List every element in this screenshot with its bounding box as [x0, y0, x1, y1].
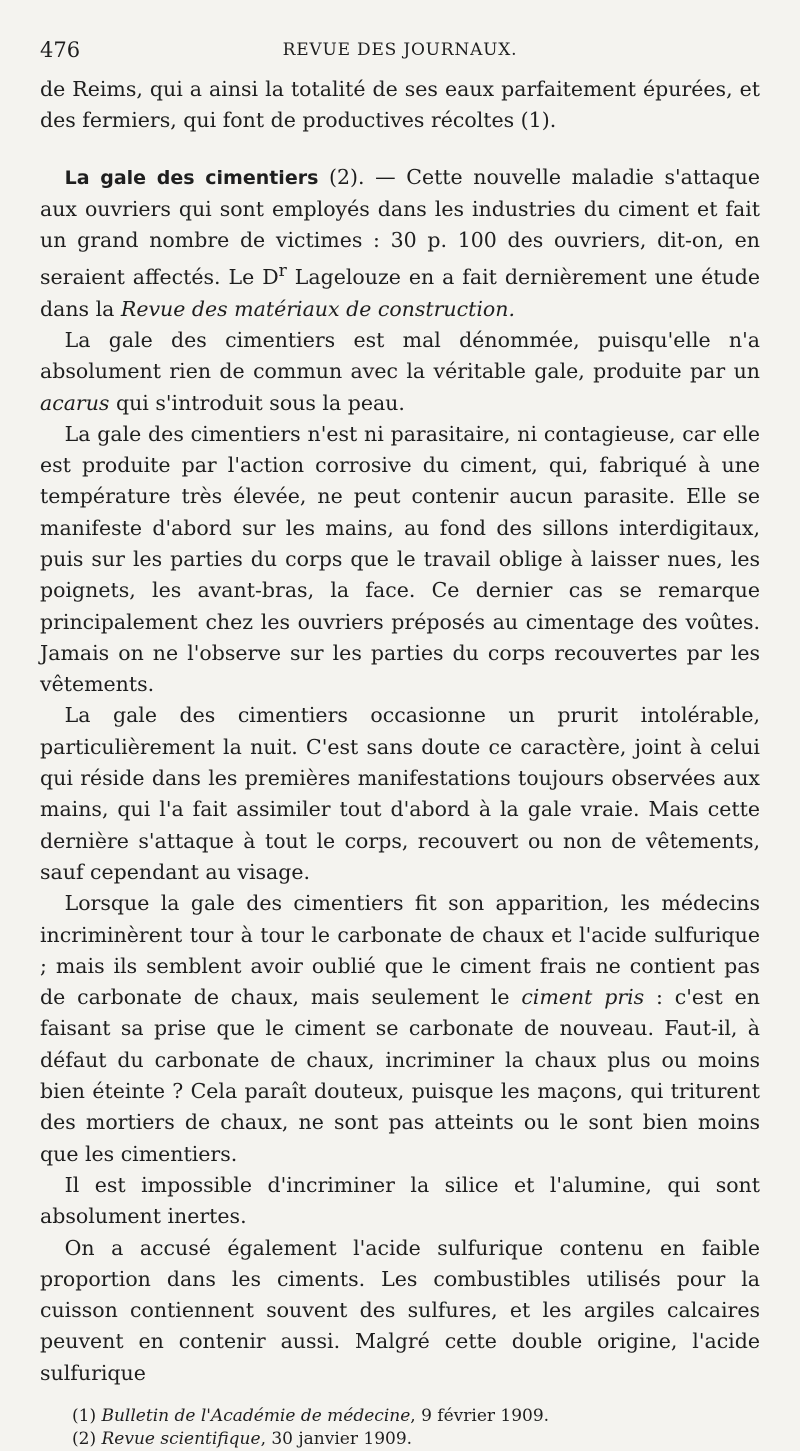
- paragraph-4: La gale des cimentiers occasionne un prurit intolérable, particulièrement la nuit. C'est sans doute ce caractère, joint à celui qui réside dans les premières manifestations toujours observées aux mains, qui l'a fait assimiler tout d'abord à la gale vraie. Mais cette dernière s'attaque à tout le corps, recouvert ou non de vêtements, sauf cependant au visage.: [40, 703, 760, 884]
- running-head: REVUE DES JOURNAUX.: [282, 40, 518, 60]
- paragraph-5: Lorsque la gale des cimentiers fit son apparition, les médecins incriminèrent tour à tour le carbonate de chaux et l'acide sulfurique ; mais ils semblent avoir oublié que le ciment frais ne contient pas de carbonate de chaux, mais seulement le ciment pris : c'est en faisant sa prise que le ciment se carbonate de nouveau. Faut-il, à défaut du carbonate de chaux, incriminer la chaux plus ou moins bien éteinte ? Cela paraît douteux, puisque les maçons, qui triturent des mortiers de chaux, ne sont pas atteints ou le sont bien moins que les cimentiers.: [40, 891, 760, 1166]
- paragraph-2: La gale des cimentiers est mal dénommée, puisqu'elle n'a absolument rien de commun avec la véritable gale, produite par un acarus qui s'introduit sous la peau.: [40, 327, 760, 415]
- journal-title-italic: Revue des matériaux de construction.: [120, 296, 515, 321]
- page-number: 476: [40, 38, 81, 62]
- paragraph-3: La gale des cimentiers n'est ni parasitaire, ni contagieuse, car elle est produite par l'action corrosive du ciment, qui, fabriqué à une température très élevée, ne peut contenir aucun parasite. Elle se manifeste d'abord sur les mains, au fond des sillons interdigitaux, puis sur les parties du corps que le travail oblige à laisser nues, les poignets, les avant-bras, la face. Ce dernier cas se remarque principalement chez les ouvriers préposés au cimentage des voûtes. Jamais on ne l'observe sur les parties du corps recouvertes par les vêtements.: [40, 421, 760, 697]
- section-text-b: Lagelouze en a fait dernièrement une étude dans la: [40, 265, 760, 321]
- page-header: [40, 36, 760, 74]
- section-title: La gale des cimentiers: [64, 166, 319, 189]
- footnotes: [40, 1405, 760, 1451]
- section-text-a: (2). — Cette nouvelle maladie s'attaque aux ouvriers qui sont employés dans les industries du ciment et fait un grand nombre de victimes : 30 p. 100 des ouvriers, dit-on, en seraient affectés. Le D: [40, 164, 760, 290]
- doctor-abbrev-sup: r: [278, 261, 287, 282]
- paragraph-7: On a accusé également l'acide sulfurique contenu en faible proportion dans les ciments. Les combustibles utilisés pour la cuisson contiennent souvent des sulfures, et les argiles calcaires peuvent en contenir aussi. Malgré cette double origine, l'acide sulfurique: [40, 1235, 760, 1385]
- footnote-2: (2) Revue scientifique, 30 janvier 1909.: [72, 1429, 413, 1449]
- footnote-1: (1) Bulletin de l'Académie de médecine, 9 février 1909.: [72, 1406, 550, 1426]
- paragraph-0: de Reims, qui a ainsi la totalité de ses eaux parfaitement épurées, et des fermiers, qui font de productives récoltes (1).: [40, 77, 760, 133]
- acarus-italic: acarus: [40, 390, 110, 415]
- section-intro-paragraph: [40, 162, 760, 325]
- paragraph-6: Il est impossible d'incriminer la silice et l'alumine, qui sont absolument inertes.: [40, 1172, 760, 1229]
- ciment-pris-italic: ciment pris: [521, 985, 645, 1010]
- article-body: [40, 74, 760, 1389]
